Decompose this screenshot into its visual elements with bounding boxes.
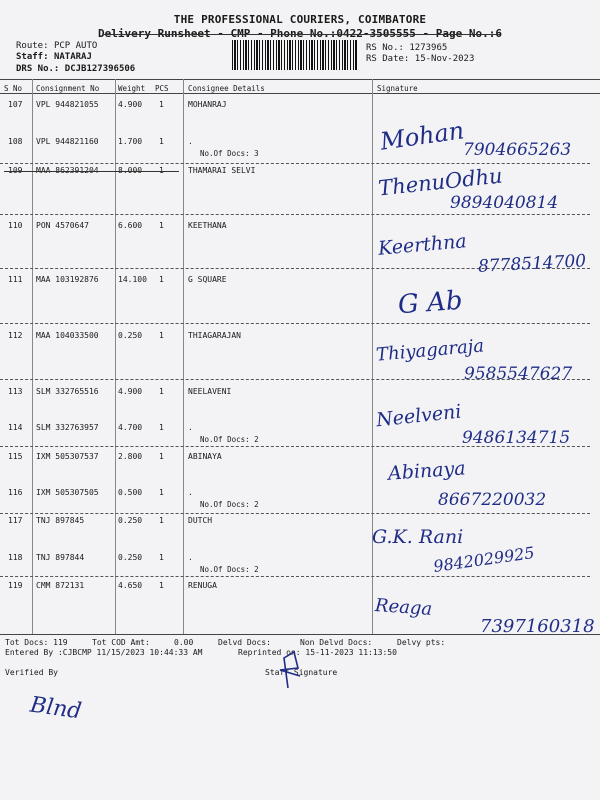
drs-line: DRS No.: DCJB127396506	[16, 64, 136, 74]
row-sno: 112	[8, 331, 23, 340]
verified-by-label: Verified By	[5, 668, 58, 677]
signature-thiagarajan: Thiyagaraja	[375, 335, 485, 366]
row-weight: 0.250	[118, 516, 143, 525]
row-strikethrough	[4, 171, 179, 172]
row-consignment: MAA 103192876	[36, 275, 99, 284]
row-consignment: MAA 862391204	[36, 166, 99, 175]
row-consignment: PON 4570647	[36, 221, 89, 230]
row-pcs: 1	[159, 387, 164, 396]
row-consignee: .	[188, 553, 193, 562]
tot-docs: Tot Docs: 119	[5, 638, 68, 647]
phone-thiagarajan: 9585547627	[464, 364, 573, 384]
col-header-weight: Weight	[118, 84, 146, 93]
row-separator	[0, 576, 590, 577]
row-consignee: .	[188, 137, 193, 146]
staff-signature-stroke	[280, 652, 300, 688]
signature-renuga: Reaga	[374, 595, 433, 620]
route-value: PCP AUTO	[53, 41, 98, 51]
row-consignment: MAA 104033500	[36, 331, 99, 340]
row-consignee: .	[188, 423, 193, 432]
phone-abinaya: 8667220032	[438, 490, 547, 510]
row-consignment: TNJ 897844	[36, 553, 85, 562]
row-consignment: VPL 944821055	[36, 100, 99, 109]
row-consignee: G SQUARE	[188, 275, 227, 284]
row-sno: 109	[8, 166, 23, 175]
row-consignee: THIAGARAJAN	[188, 331, 241, 340]
runsheet-subtitle: Delivery Runsheet - CMP - Phone No.:0422-3505555 - Page No.:6	[0, 27, 600, 40]
row-weight: 14.100	[118, 275, 147, 284]
rs-no-line: RS No.: 1273965	[366, 43, 448, 53]
phone-dutch: 9842029925	[432, 543, 536, 576]
row-separator	[0, 323, 590, 324]
row-sno: 107	[8, 100, 23, 109]
row-consignee: ABINAYA	[188, 452, 222, 461]
row-separator	[0, 214, 590, 215]
rs-date-line: RS Date: 15-Nov-2023	[366, 54, 475, 64]
signature-mohanraj: Mohan	[378, 116, 466, 156]
row-weight: 4.900	[118, 100, 143, 109]
col-header-signature: Signature	[377, 84, 418, 93]
row-consignment: IXM 505307505	[36, 488, 99, 497]
signature-keethana: Keerthna	[377, 230, 468, 260]
row-weight: 4.700	[118, 423, 143, 432]
row-weight: 0.500	[118, 488, 143, 497]
verifier-signature: Blnd	[28, 692, 83, 725]
row-pcs: 1	[159, 516, 164, 525]
row-sno: 119	[8, 581, 23, 590]
row-docs-count: No.Of Docs: 2	[200, 435, 259, 444]
staff-line: Staff: NATARAJ	[16, 52, 92, 62]
row-weight: 0.250	[118, 331, 143, 340]
phone-renuga: 7397160318	[480, 616, 595, 637]
row-sno: 116	[8, 488, 23, 497]
header-bottom-rule	[0, 93, 600, 94]
row-consignment: IXM 505307537	[36, 452, 99, 461]
row-sno: 114	[8, 423, 23, 432]
row-weight: 6.600	[118, 221, 143, 230]
staff-signature-mark	[270, 648, 310, 692]
row-sno: 115	[8, 452, 23, 461]
signature-dutch: G.K. Rani	[372, 526, 464, 548]
col-header-consignment: Consignment No	[36, 84, 100, 93]
phone-neelaveni: 9486134715	[462, 428, 571, 448]
col-header-sno: S No	[4, 84, 23, 93]
row-weight: 1.700	[118, 137, 143, 146]
row-pcs: 1	[159, 581, 164, 590]
row-pcs: 1	[159, 166, 164, 175]
row-pcs: 1	[159, 553, 164, 562]
row-pcs: 1	[159, 221, 164, 230]
row-pcs: 1	[159, 452, 164, 461]
non-delvd-docs: Non Delvd Docs:	[300, 638, 373, 647]
row-consignment: CMM 872131	[36, 581, 85, 590]
drs-value: DCJB127396506	[64, 64, 136, 74]
rs-no-value: 1273965	[409, 43, 448, 53]
signature-neelaveni: Neelveni	[375, 400, 463, 432]
row-consignee: .	[188, 488, 193, 497]
row-weight: 2.800	[118, 452, 143, 461]
col-header-pcs: PCS	[155, 84, 169, 93]
row-pcs: 1	[159, 137, 164, 146]
row-consignee: DUTCH	[188, 516, 213, 525]
delvy-pts: Delvy pts:	[397, 638, 446, 647]
row-consignee: KEETHANA	[188, 221, 227, 230]
row-pcs: 1	[159, 275, 164, 284]
barcode	[232, 40, 358, 70]
staff-signature-label: Staff Signature	[265, 668, 338, 677]
row-pcs: 1	[159, 423, 164, 432]
rs-date-value: 15-Nov-2023	[414, 54, 475, 64]
row-weight: 4.650	[118, 581, 143, 590]
signature-g-square: G Ab	[397, 285, 464, 321]
row-pcs: 1	[159, 331, 164, 340]
staff-value: NATARAJ	[53, 52, 92, 62]
row-docs-count: No.Of Docs: 2	[200, 500, 259, 509]
phone-thamarai: 9894040814	[450, 193, 559, 213]
row-sno: 113	[8, 387, 23, 396]
row-pcs: 1	[159, 488, 164, 497]
signature-thamarai: ThenuOdhu	[377, 163, 504, 201]
tot-cod-amount: 0.00	[174, 638, 194, 647]
row-separator	[0, 513, 590, 514]
row-weight: 0.250	[118, 553, 143, 562]
tot-cod-label: Tot COD Amt:	[92, 638, 150, 647]
entered-by: Entered By :CJBCMP 11/15/2023 10:44:33 AM	[5, 648, 203, 657]
row-pcs: 1	[159, 100, 164, 109]
col-header-consignee: Consignee Details	[188, 84, 265, 93]
row-consignment: SLM 332765516	[36, 387, 99, 396]
row-separator	[0, 163, 590, 164]
signature-abinaya: Abinaya	[387, 457, 467, 485]
delvd-docs: Delvd Docs:	[218, 638, 271, 647]
row-consignment: TNJ 897845	[36, 516, 85, 525]
row-sno: 111	[8, 275, 23, 284]
row-sno: 117	[8, 516, 23, 525]
row-consignment: VPL 944821160	[36, 137, 99, 146]
row-consignment: SLM 332763957	[36, 423, 99, 432]
row-weight: 8.000	[118, 166, 143, 175]
row-sno: 108	[8, 137, 23, 146]
row-weight: 4.900	[118, 387, 143, 396]
phone-keethana: 8778514700	[477, 251, 587, 277]
row-consignee: RENUGA	[188, 581, 217, 590]
company-title: THE PROFESSIONAL COURIERS, COIMBATORE	[173, 13, 427, 26]
row-consignee: THAMARAI SELVI	[188, 166, 256, 175]
row-sno: 118	[8, 553, 23, 562]
phone-mohanraj: 7904665263	[463, 140, 572, 160]
table-top-rule	[0, 79, 600, 80]
row-consignee: MOHANRAJ	[188, 100, 227, 109]
row-consignee: NEELAVENI	[188, 387, 232, 396]
row-docs-count: No.Of Docs: 2	[200, 565, 259, 574]
row-docs-count: No.Of Docs: 3	[200, 149, 259, 158]
row-sno: 110	[8, 221, 23, 230]
route-line: Route: PCP AUTO	[16, 41, 98, 51]
reprinted-on: Reprinted on: 15-11-2023 11:13:50	[238, 648, 397, 657]
